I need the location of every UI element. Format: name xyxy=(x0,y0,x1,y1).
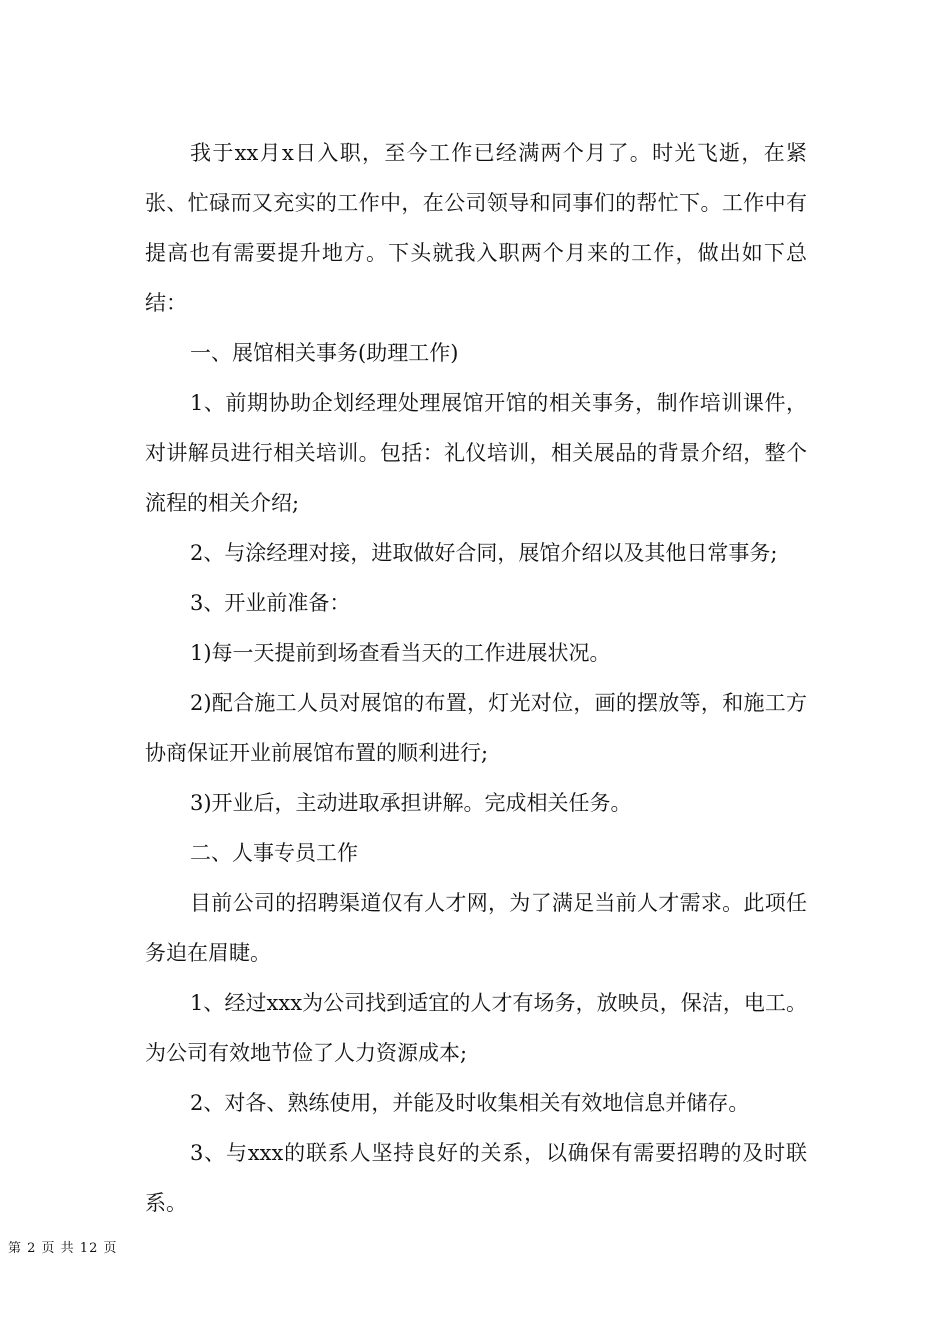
paragraph-subitem-2: 2)配合施工人员对展馆的布置，灯光对位，画的摆放等，和施工方协商保证开业前展馆布置的顺利进行; xyxy=(145,691,807,765)
paragraph-item-2: 2、与涂经理对接，进取做好合同，展馆介绍以及其他日常事务; xyxy=(190,541,778,565)
paragraph-subitem-1: 1)每一天提前到场查看当天的工作进展状况。 xyxy=(190,641,611,665)
heading-exhibition-affairs: 一、展馆相关事务(助理工作) xyxy=(190,341,459,365)
paragraph-hr-item-2: 2、对各、熟练使用，并能及时收集相关有效地信息并储存。 xyxy=(190,1091,750,1115)
document-body xyxy=(145,128,807,1228)
paragraph-subitem-3: 3)开业后，主动进取承担讲解。完成相关任务。 xyxy=(190,791,632,815)
paragraph-hr-item-1: 1、经过xxx为公司找到适宜的人才有场务，放映员，保洁，电工。为公司有效地节俭了人力资源成本; xyxy=(145,991,807,1065)
paragraph-intro: 我于xx月x日入职，至今工作已经满两个月了。时光飞逝，在紧张、忙碌而又充实的工作中，在公司领导和同事们的帮忙下。工作中有提高也有需要提升地方。下头就我入职两个月来的工作，做出如下总结： xyxy=(145,141,807,315)
page-number-footer: 第 2 页 共 12 页 xyxy=(8,1241,118,1256)
heading-hr-work: 二、人事专员工作 xyxy=(190,841,358,865)
paragraph-hr-item-3: 3、与xxx的联系人坚持良好的关系，以确保有需要招聘的及时联系。 xyxy=(145,1141,807,1215)
paragraph-hr-intro: 目前公司的招聘渠道仅有人才网，为了满足当前人才需求。此项任务迫在眉睫。 xyxy=(145,891,807,965)
paragraph-item-3: 3、开业前准备： xyxy=(190,591,351,615)
paragraph-item-1: 1、前期协助企划经理处理展馆开馆的相关事务，制作培训课件，对讲解员进行相关培训。包括：礼仪培训，相关展品的背景介绍，整个流程的相关介绍; xyxy=(145,391,807,515)
